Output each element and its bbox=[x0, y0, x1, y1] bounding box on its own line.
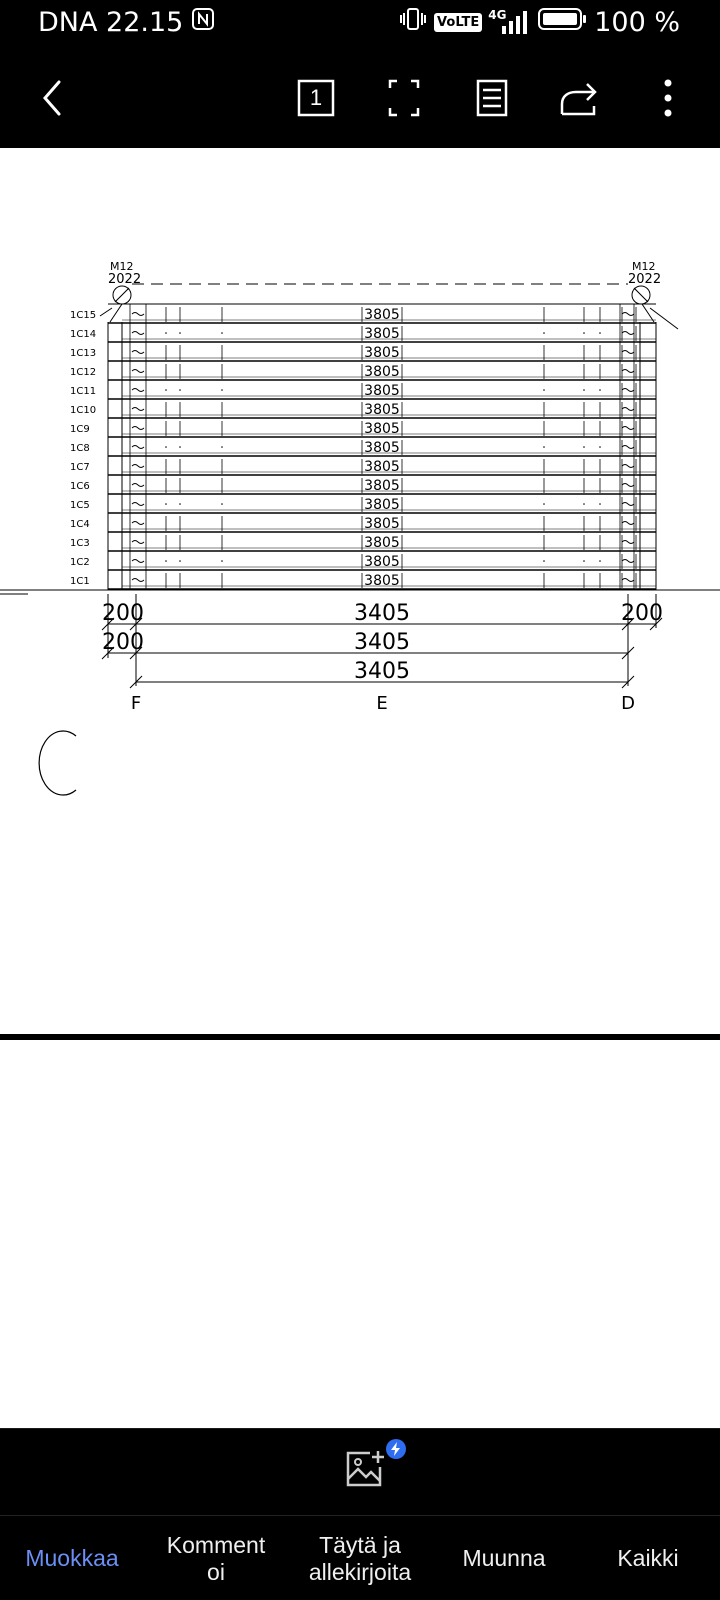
axis-label-f: F bbox=[130, 693, 142, 714]
row-value: 3805 bbox=[364, 402, 400, 418]
dim-mid-1: 3405 bbox=[354, 601, 410, 626]
share-icon bbox=[559, 78, 601, 118]
row-value: 3805 bbox=[364, 497, 400, 513]
status-right bbox=[398, 7, 680, 38]
nav-comment[interactable]: Komment oi bbox=[166, 1531, 266, 1585]
dim-left-2: 200 bbox=[102, 630, 144, 655]
nav-edit[interactable]: Muokkaa bbox=[25, 1545, 119, 1571]
chevron-left-icon bbox=[37, 78, 67, 118]
drawing-row bbox=[70, 304, 656, 323]
fit-page-icon bbox=[387, 78, 421, 118]
battery-percent: 100 % bbox=[594, 7, 680, 38]
drawing-1 bbox=[0, 148, 720, 1034]
nfc-icon bbox=[191, 7, 215, 38]
drawing-row bbox=[70, 456, 656, 475]
row-value: 3805 bbox=[364, 421, 400, 437]
drawing-2 bbox=[0, 1040, 720, 1428]
drawing-row bbox=[70, 475, 656, 494]
row-value: 3805 bbox=[364, 345, 400, 361]
drawing-row bbox=[70, 494, 656, 513]
drawing-row bbox=[70, 342, 656, 361]
drawing-row bbox=[70, 513, 656, 532]
row-value: 3805 bbox=[364, 326, 400, 342]
pdf-toolbar bbox=[0, 46, 720, 148]
drawing-row bbox=[70, 532, 656, 551]
volte-badge: VoLTE bbox=[434, 13, 482, 32]
network-type: 4G bbox=[488, 7, 507, 22]
section-mark: C bbox=[36, 778, 37, 779]
bottom-nav bbox=[0, 1515, 720, 1600]
col-right-value: 2022 bbox=[628, 272, 662, 287]
vibrate-icon bbox=[398, 7, 428, 38]
drawing-row bbox=[70, 551, 656, 570]
share-button[interactable] bbox=[558, 76, 602, 120]
row-label: 1C12 bbox=[70, 367, 97, 378]
row-value: 3805 bbox=[364, 478, 400, 494]
column-labels bbox=[108, 260, 661, 287]
page-number: 1 bbox=[309, 85, 323, 110]
axis-label-e: E bbox=[376, 693, 388, 714]
document-viewport[interactable] bbox=[0, 148, 720, 1428]
drawing-row bbox=[70, 323, 656, 342]
signal-icon bbox=[488, 7, 532, 36]
pdf-page-2[interactable] bbox=[0, 1040, 720, 1428]
row-label: 1C7 bbox=[70, 462, 90, 473]
dim-mid-3: 3405 bbox=[354, 659, 410, 684]
nav-fill-sign[interactable]: Täytä ja allekirjoita bbox=[308, 1531, 412, 1585]
row-value: 3805 bbox=[364, 364, 400, 380]
row-label: 1C2 bbox=[70, 557, 90, 568]
drawing-row bbox=[70, 570, 656, 589]
insert-image-icon bbox=[342, 1447, 386, 1491]
nav-convert[interactable]: Muunna bbox=[462, 1545, 546, 1571]
row-label: 1C1 bbox=[70, 576, 90, 587]
carrier-time: DNA 22.15 bbox=[38, 7, 184, 38]
row-label: 1C15 bbox=[70, 310, 97, 321]
row-label: 1C8 bbox=[70, 443, 90, 454]
row-value: 3805 bbox=[364, 573, 400, 589]
dim-mid-2: 3405 bbox=[354, 630, 410, 655]
row-label: 1C10 bbox=[70, 405, 97, 416]
row-label: 1C11 bbox=[70, 386, 97, 397]
reader-mode-icon bbox=[475, 78, 509, 118]
drawing-row bbox=[70, 399, 656, 418]
row-label: 1C9 bbox=[70, 424, 90, 435]
row-label: 1C3 bbox=[70, 538, 90, 549]
dim-right-1: 200 bbox=[621, 601, 663, 626]
page-number-button[interactable] bbox=[294, 76, 338, 120]
drawing-row bbox=[70, 437, 656, 456]
row-value: 3805 bbox=[364, 440, 400, 456]
status-bar bbox=[0, 0, 720, 46]
dim-left-1: 200 bbox=[102, 601, 144, 626]
dimension-labels bbox=[102, 601, 663, 684]
reader-mode-button[interactable] bbox=[470, 76, 514, 120]
drawing-row bbox=[70, 380, 656, 399]
more-button[interactable] bbox=[646, 76, 690, 120]
pdf-page-1[interactable] bbox=[0, 148, 720, 1034]
row-value: 3805 bbox=[364, 459, 400, 475]
bottom-bar bbox=[0, 1428, 720, 1600]
row-value: 3805 bbox=[364, 383, 400, 399]
row-label: 1C13 bbox=[70, 348, 97, 359]
back-button[interactable] bbox=[30, 76, 74, 120]
nav-all[interactable]: Kaikki bbox=[617, 1545, 679, 1571]
row-value: 3805 bbox=[364, 554, 400, 570]
battery-icon bbox=[538, 7, 588, 38]
row-label: 1C4 bbox=[70, 519, 90, 530]
row-value: 3805 bbox=[364, 535, 400, 551]
drawing-rows bbox=[70, 304, 656, 589]
status-left bbox=[38, 7, 215, 38]
axis-labels bbox=[131, 693, 635, 714]
col-left-label: M12 bbox=[110, 260, 134, 273]
row-label: 1C6 bbox=[70, 481, 90, 492]
row-label: 1C5 bbox=[70, 500, 90, 511]
col-left-value: 2022 bbox=[108, 272, 142, 287]
more-vertical-icon bbox=[663, 78, 673, 118]
drawing-row bbox=[70, 418, 656, 437]
row-value: 3805 bbox=[364, 516, 400, 532]
row-label: 1C14 bbox=[70, 329, 97, 340]
row-value: 3805 bbox=[364, 307, 400, 323]
axis-label-d: D bbox=[621, 693, 635, 714]
fit-page-button[interactable] bbox=[382, 76, 426, 120]
col-right-label: M12 bbox=[632, 260, 656, 273]
insert-image-button[interactable] bbox=[342, 1447, 386, 1491]
bolt-icon bbox=[386, 1439, 406, 1459]
drawing-row bbox=[70, 361, 656, 380]
